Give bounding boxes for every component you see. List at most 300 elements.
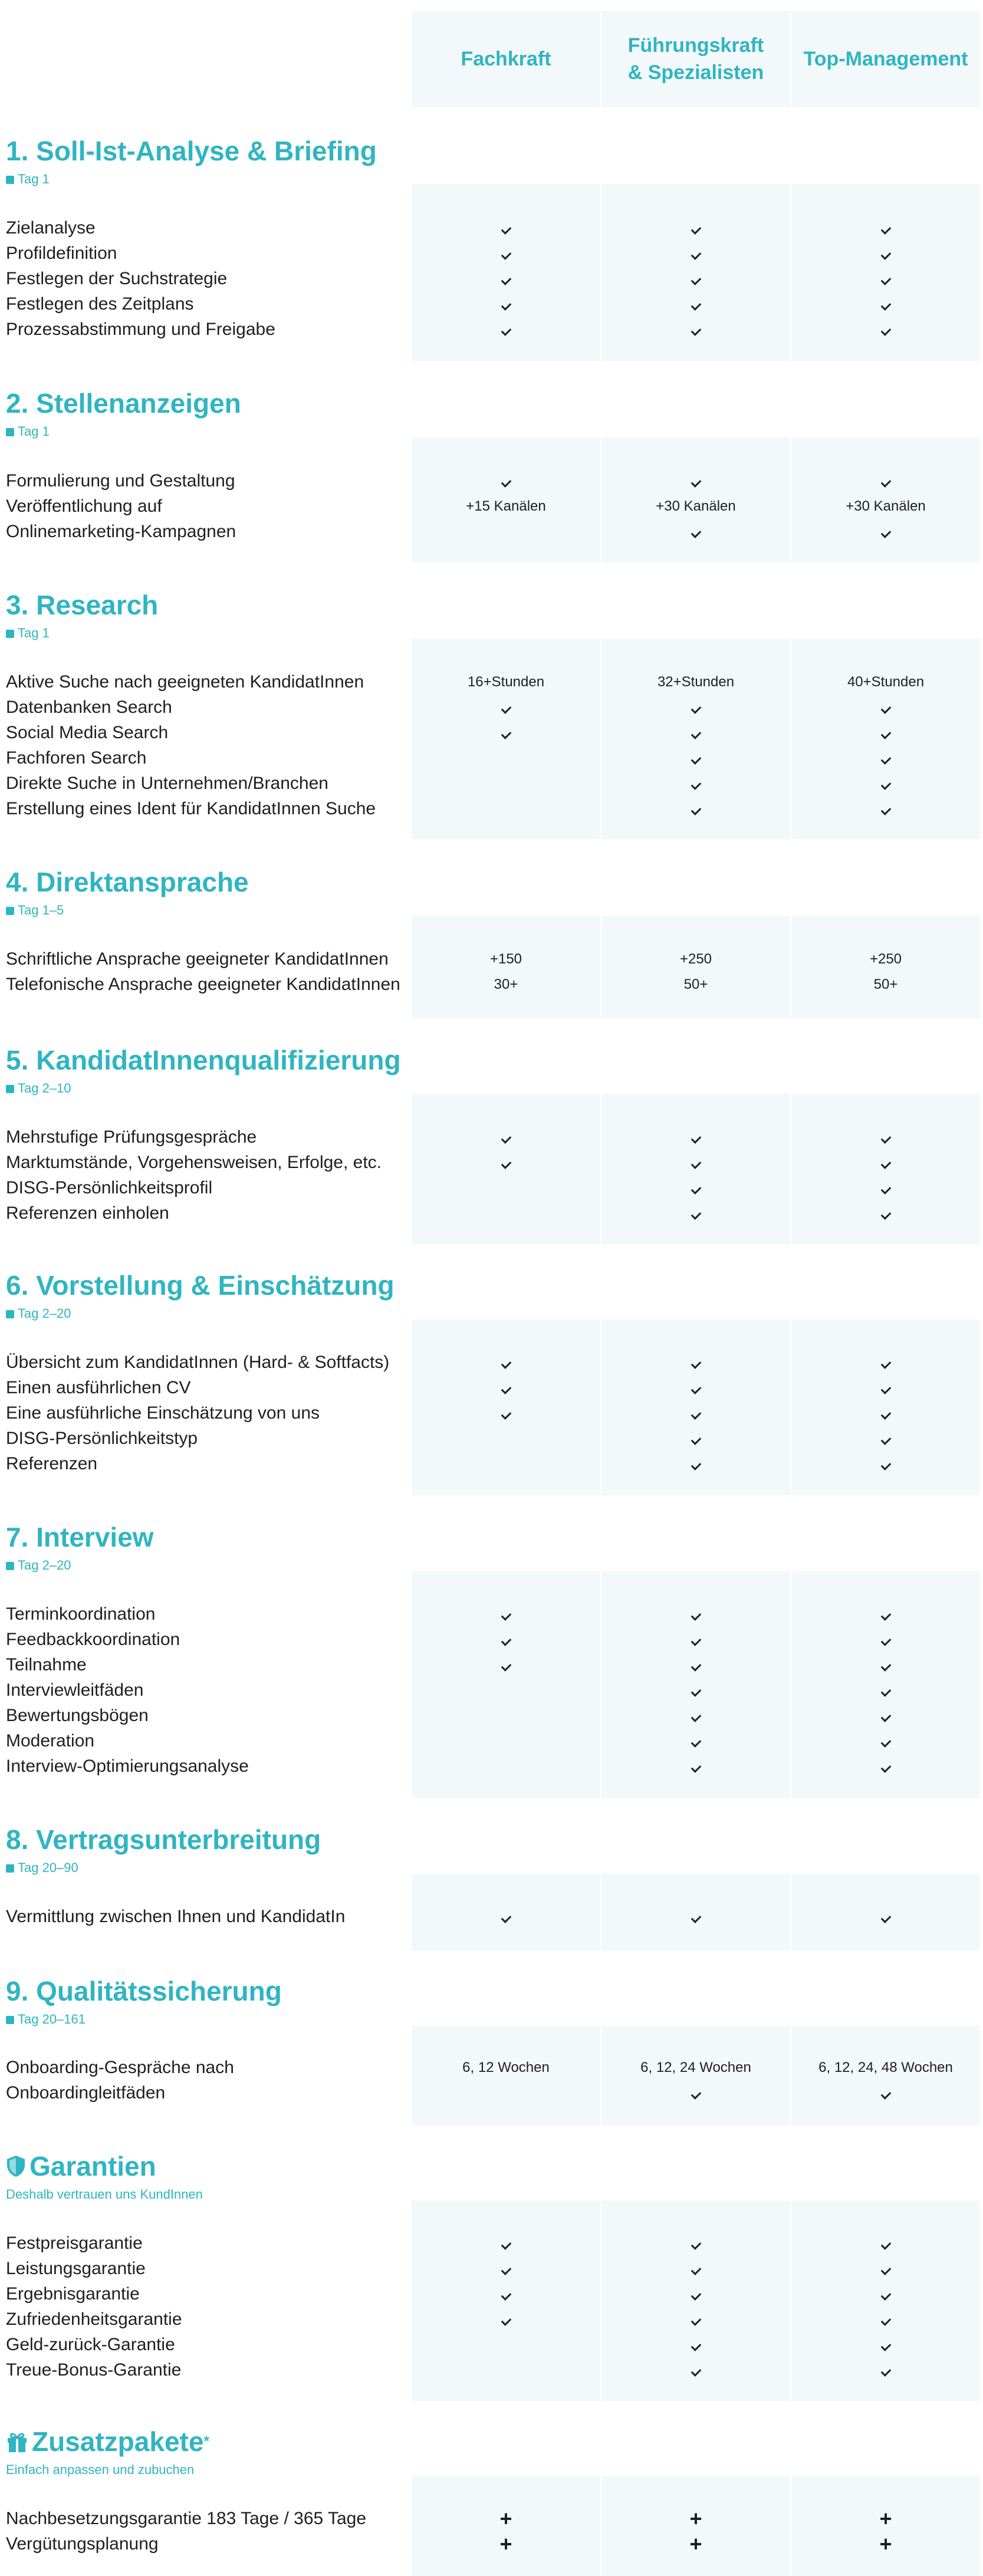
section-subtitle-text: Tag 2–20 bbox=[18, 1558, 71, 1572]
check-mark bbox=[691, 805, 701, 815]
check-icon bbox=[601, 773, 790, 794]
check-icon bbox=[601, 1428, 790, 1449]
row-label: Vermittlung zwischen Ihnen und KandidatIn bbox=[6, 1907, 346, 1926]
check-icon bbox=[791, 243, 980, 264]
check-icon bbox=[601, 1604, 790, 1625]
check-mark bbox=[691, 754, 701, 765]
check-mark bbox=[880, 1636, 891, 1646]
check-mark bbox=[691, 1358, 701, 1369]
check-icon bbox=[791, 1906, 980, 1927]
check-mark bbox=[691, 1636, 701, 1646]
check-icon bbox=[791, 1453, 980, 1475]
check-mark bbox=[880, 300, 891, 311]
check-mark bbox=[501, 477, 511, 488]
row-label: Nachbesetzungsgarantie 183 Tage / 365 Tage bbox=[6, 2509, 367, 2528]
check-icon bbox=[791, 798, 980, 820]
check-icon bbox=[791, 1428, 980, 1449]
check-icon bbox=[601, 1403, 790, 1424]
row-label: DISG-Persönlichkeitsprofil bbox=[6, 1178, 213, 1197]
check-icon bbox=[601, 471, 790, 492]
check-icon bbox=[601, 2082, 790, 2104]
row-label: Festpreisgarantie bbox=[6, 2233, 143, 2253]
plus-sign: + bbox=[879, 2506, 892, 2531]
row-label: Veröffentlichung auf bbox=[6, 496, 162, 516]
check-mark bbox=[880, 1358, 891, 1369]
check-mark bbox=[691, 2239, 701, 2250]
check-mark bbox=[691, 1762, 701, 1773]
check-icon bbox=[791, 521, 980, 542]
check-mark bbox=[501, 1384, 511, 1394]
check-mark bbox=[880, 805, 891, 815]
check-icon bbox=[601, 2334, 790, 2355]
check-icon bbox=[412, 218, 600, 239]
row-label: Schriftliche Ansprache geeigneter KandidatInnen bbox=[6, 949, 389, 969]
check-icon bbox=[412, 319, 600, 340]
check-mark bbox=[880, 1686, 891, 1697]
check-mark bbox=[880, 2366, 891, 2377]
calendar-icon bbox=[6, 1085, 14, 1093]
check-icon bbox=[601, 2309, 790, 2330]
section-title bbox=[6, 588, 158, 621]
section-subtitle bbox=[6, 2462, 194, 2478]
check-icon bbox=[601, 722, 790, 743]
calendar-icon bbox=[6, 630, 14, 638]
check-icon bbox=[791, 697, 980, 718]
check-mark bbox=[691, 729, 701, 739]
row-label: Einen ausführlichen CV bbox=[6, 1378, 191, 1397]
check-mark bbox=[880, 729, 891, 739]
check-mark bbox=[880, 2315, 891, 2326]
check-mark bbox=[691, 249, 701, 260]
plus-icon bbox=[412, 2508, 600, 2532]
check-mark bbox=[691, 779, 701, 790]
check-icon bbox=[791, 294, 980, 315]
check-icon bbox=[601, 2284, 790, 2305]
check-icon bbox=[601, 1731, 790, 1752]
check-icon bbox=[601, 218, 790, 239]
section-title bbox=[6, 1521, 154, 1554]
check-mark bbox=[880, 1737, 891, 1748]
check-mark bbox=[880, 1209, 891, 1220]
check-icon bbox=[412, 471, 600, 492]
check-mark bbox=[880, 754, 891, 765]
check-icon bbox=[601, 243, 790, 264]
check-icon bbox=[601, 748, 790, 769]
check-icon bbox=[412, 268, 600, 289]
check-icon bbox=[791, 722, 980, 743]
section-subtitle bbox=[6, 902, 64, 919]
calendar-icon bbox=[6, 1310, 14, 1318]
calendar-icon bbox=[6, 1562, 14, 1570]
check-icon bbox=[601, 2360, 790, 2381]
section-subtitle bbox=[6, 1080, 71, 1097]
check-icon bbox=[412, 2233, 600, 2254]
section-title-text: 3. Research bbox=[6, 590, 159, 620]
check-icon bbox=[791, 773, 980, 794]
check-icon bbox=[412, 1629, 600, 1650]
row-label: Telefonische Ansprache geeigneter KandidatInnen bbox=[6, 975, 400, 994]
row-label: Erstellung eines Ident für KandidatInnen Suche bbox=[6, 799, 376, 818]
check-icon bbox=[791, 1629, 980, 1650]
row-label: Direkte Suche in Unternehmen/Branchen bbox=[6, 774, 328, 793]
check-mark bbox=[880, 2265, 891, 2275]
section-title-text: 7. Interview bbox=[6, 1522, 154, 1552]
row-value: 6, 12 Wochen bbox=[462, 2060, 550, 2075]
section-subtitle bbox=[6, 1860, 78, 1876]
calendar-icon bbox=[6, 907, 14, 915]
check-icon bbox=[412, 1152, 600, 1173]
row-value: 30+ bbox=[494, 976, 518, 992]
check-mark bbox=[691, 1712, 701, 1722]
check-icon bbox=[412, 2309, 600, 2330]
row-value: +150 bbox=[489, 951, 522, 967]
check-mark bbox=[501, 2315, 511, 2326]
check-mark bbox=[880, 703, 891, 714]
section-subtitle-text: Tag 20–161 bbox=[18, 2012, 86, 2026]
gift-icon bbox=[6, 2427, 28, 2460]
check-icon bbox=[791, 1352, 980, 1373]
check-mark bbox=[691, 300, 701, 311]
row-value: 6, 12, 24 Wochen bbox=[640, 2060, 751, 2075]
section-subtitle bbox=[6, 2011, 86, 2028]
row-value: +15 Kanälen bbox=[466, 498, 546, 514]
check-icon bbox=[601, 2258, 790, 2279]
row-label: Mehrstufige Prüfungsgespräche bbox=[6, 1127, 257, 1147]
plus-icon bbox=[601, 2534, 790, 2558]
check-mark bbox=[880, 2290, 891, 2301]
check-icon bbox=[412, 1403, 600, 1424]
check-mark bbox=[880, 528, 891, 538]
check-mark bbox=[691, 528, 701, 538]
check-icon bbox=[601, 1756, 790, 1777]
check-mark bbox=[691, 1159, 701, 1169]
check-icon bbox=[601, 1680, 790, 1701]
check-mark bbox=[880, 1460, 891, 1470]
check-icon bbox=[601, 294, 790, 315]
check-mark bbox=[691, 2290, 701, 2301]
check-mark bbox=[691, 2265, 701, 2275]
check-mark bbox=[691, 1384, 701, 1394]
row-label: Onboardingleitfäden bbox=[6, 2083, 166, 2103]
check-mark bbox=[691, 2089, 701, 2100]
check-mark bbox=[691, 1133, 701, 1144]
check-mark bbox=[880, 1159, 891, 1169]
check-icon bbox=[791, 1127, 980, 1148]
row-label: Referenzen bbox=[6, 1454, 98, 1473]
section-title bbox=[6, 866, 249, 899]
check-mark bbox=[880, 1913, 891, 1923]
section-subtitle bbox=[6, 1557, 71, 1574]
section-title bbox=[6, 387, 241, 420]
row-label: Prozessabstimmung und Freigabe bbox=[6, 320, 275, 339]
row-value: +30 Kanälen bbox=[656, 498, 736, 514]
check-mark bbox=[501, 1358, 511, 1369]
check-mark bbox=[501, 1913, 511, 1923]
check-mark bbox=[691, 2366, 701, 2377]
row-label: Ergebnisgarantie bbox=[6, 2284, 140, 2304]
row-label: Social Media Search bbox=[6, 723, 169, 742]
row-label: Marktumstände, Vorgehensweisen, Erfolge, etc. bbox=[6, 1153, 382, 1172]
check-mark bbox=[501, 1636, 511, 1646]
check-icon bbox=[412, 243, 600, 264]
check-mark bbox=[691, 703, 701, 714]
check-mark bbox=[691, 1737, 701, 1748]
section-subtitle-text: Tag 20–90 bbox=[18, 1860, 78, 1875]
check-icon bbox=[791, 2309, 980, 2330]
section-subtitle-text: Tag 1 bbox=[18, 172, 50, 186]
check-icon bbox=[601, 1377, 790, 1399]
plus-icon bbox=[601, 2508, 790, 2532]
check-icon bbox=[601, 1177, 790, 1199]
check-mark bbox=[880, 1133, 891, 1144]
check-mark bbox=[501, 224, 511, 235]
check-mark bbox=[691, 2341, 701, 2351]
check-mark bbox=[501, 729, 511, 739]
row-label: Profildefinition bbox=[6, 244, 117, 263]
check-icon bbox=[601, 521, 790, 542]
check-mark bbox=[691, 1209, 701, 1220]
row-label: Onboarding-Gespräche nach bbox=[6, 2058, 234, 2077]
row-value: +30 Kanälen bbox=[846, 498, 926, 514]
check-mark bbox=[501, 1159, 511, 1169]
check-mark bbox=[880, 1610, 891, 1621]
check-mark bbox=[880, 1384, 891, 1394]
check-mark bbox=[691, 224, 701, 235]
row-label: Festlegen der Suchstrategie bbox=[6, 269, 228, 288]
row-value: +250 bbox=[679, 951, 712, 967]
check-mark bbox=[691, 1610, 701, 1621]
check-icon bbox=[791, 1705, 980, 1726]
check-mark bbox=[501, 249, 511, 260]
row-value: 50+ bbox=[873, 976, 898, 992]
section-title bbox=[6, 2150, 156, 2185]
check-mark bbox=[880, 1435, 891, 1445]
row-label: Datenbanken Search bbox=[6, 698, 172, 717]
calendar-icon bbox=[6, 176, 14, 184]
section-title bbox=[6, 1975, 282, 2008]
check-icon bbox=[791, 2258, 980, 2279]
row-label: Leistungsgarantie bbox=[6, 2259, 146, 2278]
calendar-icon bbox=[6, 428, 14, 436]
check-icon bbox=[791, 218, 980, 239]
check-icon bbox=[791, 2360, 980, 2381]
calendar-icon bbox=[6, 1864, 14, 1873]
check-mark bbox=[880, 325, 891, 336]
check-mark bbox=[691, 1913, 701, 1923]
section-title-text: 6. Vorstellung & Einschätzung bbox=[6, 1270, 394, 1301]
check-icon bbox=[791, 1203, 980, 1224]
check-mark bbox=[880, 275, 891, 285]
row-label: Moderation bbox=[6, 1731, 95, 1751]
section-subtitle-text: Tag 1 bbox=[18, 424, 50, 439]
check-mark bbox=[691, 2315, 701, 2326]
row-label: Teilnahme bbox=[6, 1655, 87, 1674]
check-mark bbox=[880, 1661, 891, 1672]
column-header-3: Top-Management bbox=[803, 48, 968, 70]
check-mark bbox=[880, 779, 891, 790]
plus-sign: + bbox=[689, 2532, 702, 2556]
plus-icon bbox=[412, 2534, 600, 2558]
check-mark bbox=[501, 1661, 511, 1672]
row-value: 16+Stunden bbox=[467, 674, 545, 690]
section-title bbox=[6, 1823, 321, 1856]
check-icon bbox=[601, 1352, 790, 1373]
check-mark bbox=[501, 1610, 511, 1621]
check-icon bbox=[601, 1453, 790, 1475]
check-mark bbox=[880, 1409, 891, 1420]
check-icon bbox=[412, 1654, 600, 1676]
section-title-text: Zusatzpakete bbox=[32, 2426, 204, 2457]
check-icon bbox=[791, 471, 980, 492]
asterisk: * bbox=[203, 2433, 209, 2449]
column-header-2: Führungskraft & Spezialisten bbox=[627, 34, 764, 84]
check-mark bbox=[880, 1712, 891, 1722]
check-icon bbox=[791, 1680, 980, 1701]
check-mark bbox=[691, 325, 701, 336]
check-icon bbox=[791, 1756, 980, 1777]
check-mark bbox=[880, 1184, 891, 1195]
row-label: Geld-zurück-Garantie bbox=[6, 2335, 175, 2354]
check-icon bbox=[601, 1654, 790, 1676]
row-label: Bewertungsbögen bbox=[6, 1706, 149, 1725]
section-title-text: 8. Vertragsunterbreitung bbox=[6, 1824, 321, 1855]
section-subtitle-text: Tag 2–10 bbox=[18, 1081, 71, 1095]
check-icon bbox=[601, 697, 790, 718]
column-header-1: Fachkraft bbox=[461, 48, 551, 70]
check-mark bbox=[501, 275, 511, 285]
row-label: DISG-Persönlichkeitstyp bbox=[6, 1429, 198, 1448]
check-mark bbox=[501, 1409, 511, 1420]
row-label: Fachforen Search bbox=[6, 748, 147, 768]
check-icon bbox=[601, 2233, 790, 2254]
check-icon bbox=[791, 319, 980, 340]
row-label: Zufriedenheitsgarantie bbox=[6, 2309, 182, 2329]
row-label: Eine ausführliche Einschätzung von uns bbox=[6, 1403, 320, 1423]
check-mark bbox=[691, 1184, 701, 1195]
check-icon bbox=[791, 2334, 980, 2355]
row-label: Treue-Bonus-Garantie bbox=[6, 2360, 182, 2380]
plus-sign: + bbox=[689, 2506, 702, 2531]
check-mark bbox=[501, 2239, 511, 2250]
row-label: Festlegen des Zeitplans bbox=[6, 294, 194, 314]
row-label: Übersicht zum KandidatInnen (Hard- & Softfacts) bbox=[6, 1353, 390, 1372]
plus-sign: + bbox=[499, 2532, 512, 2556]
check-icon bbox=[601, 798, 790, 820]
row-label: Terminkoordination bbox=[6, 1604, 156, 1624]
row-label: Aktive Suche nach geeigneten KandidatInnen bbox=[6, 672, 364, 692]
check-icon bbox=[412, 2258, 600, 2279]
check-mark bbox=[501, 2290, 511, 2301]
check-icon bbox=[791, 1731, 980, 1752]
section-title-text: 2. Stellenanzeigen bbox=[6, 388, 241, 419]
check-mark bbox=[501, 703, 511, 714]
check-icon bbox=[791, 1152, 980, 1173]
check-icon bbox=[791, 748, 980, 769]
check-mark bbox=[691, 1409, 701, 1420]
check-mark bbox=[880, 224, 891, 235]
check-icon bbox=[791, 2233, 980, 2254]
row-value: 50+ bbox=[683, 976, 708, 992]
section-subtitle-text: Tag 1 bbox=[18, 626, 50, 640]
check-mark bbox=[691, 1686, 701, 1697]
check-icon bbox=[412, 1377, 600, 1399]
check-mark bbox=[691, 1661, 701, 1672]
shield-icon bbox=[6, 2152, 26, 2185]
check-icon bbox=[412, 1127, 600, 1148]
section-subtitle-text: Deshalb vertrauen uns KundInnen bbox=[6, 2187, 203, 2202]
check-icon bbox=[412, 722, 600, 743]
check-mark bbox=[691, 275, 701, 285]
row-label: Interview-Optimierungsanalyse bbox=[6, 1756, 249, 1776]
check-icon bbox=[412, 2284, 600, 2305]
check-icon bbox=[601, 1705, 790, 1726]
plus-icon bbox=[791, 2508, 980, 2532]
check-icon bbox=[412, 1352, 600, 1373]
calendar-icon bbox=[6, 2016, 14, 2024]
section-title-text: 9. Qualitätssicherung bbox=[6, 1976, 282, 2006]
check-icon bbox=[412, 294, 600, 315]
check-mark bbox=[501, 2265, 511, 2275]
section-title-text: 4. Direktansprache bbox=[6, 867, 249, 897]
check-icon bbox=[791, 268, 980, 289]
check-icon bbox=[601, 1906, 790, 1927]
section-subtitle bbox=[6, 1305, 71, 1322]
section-subtitle bbox=[6, 2186, 203, 2203]
row-label: Onlinemarketing-Kampagnen bbox=[6, 522, 236, 541]
check-mark bbox=[880, 1762, 891, 1773]
section-subtitle bbox=[6, 171, 50, 187]
plus-icon bbox=[791, 2534, 980, 2558]
section-title bbox=[6, 134, 377, 167]
check-icon bbox=[601, 1152, 790, 1173]
check-mark bbox=[880, 2239, 891, 2250]
row-label: Feedbackkoordination bbox=[6, 1630, 180, 1649]
check-icon bbox=[412, 1906, 600, 1927]
plus-sign: + bbox=[499, 2506, 512, 2531]
check-mark bbox=[691, 1435, 701, 1445]
check-icon bbox=[601, 268, 790, 289]
section-title bbox=[6, 1269, 394, 1302]
check-icon bbox=[601, 1203, 790, 1224]
row-value: +250 bbox=[869, 951, 902, 967]
check-icon bbox=[791, 2082, 980, 2104]
check-icon bbox=[791, 1403, 980, 1424]
check-mark bbox=[501, 1133, 511, 1144]
check-icon bbox=[791, 1654, 980, 1676]
row-label: Interviewleitfäden bbox=[6, 1680, 144, 1700]
section-title bbox=[6, 2425, 209, 2460]
row-label: Zielanalyse bbox=[6, 218, 96, 238]
check-mark bbox=[880, 249, 891, 260]
row-value: 40+Stunden bbox=[847, 674, 925, 690]
check-icon bbox=[601, 1629, 790, 1650]
row-value: 6, 12, 24, 48 Wochen bbox=[818, 2060, 953, 2075]
check-icon bbox=[791, 2284, 980, 2305]
section-subtitle-text: Einfach anpassen und zubuchen bbox=[6, 2462, 195, 2477]
row-value: 32+Stunden bbox=[657, 674, 735, 690]
check-icon bbox=[601, 319, 790, 340]
section-title-text: 5. KandidatInnenqualifizierung bbox=[6, 1045, 401, 1075]
section-subtitle-text: Tag 1–5 bbox=[18, 903, 64, 917]
section-subtitle-text: Tag 2–20 bbox=[18, 1306, 71, 1321]
row-label: Formulierung und Gestaltung bbox=[6, 471, 235, 491]
check-icon bbox=[412, 697, 600, 718]
check-mark bbox=[691, 1460, 701, 1470]
check-mark bbox=[880, 2089, 891, 2100]
check-mark bbox=[880, 2341, 891, 2351]
plus-sign: + bbox=[879, 2532, 892, 2556]
check-mark bbox=[880, 477, 891, 488]
